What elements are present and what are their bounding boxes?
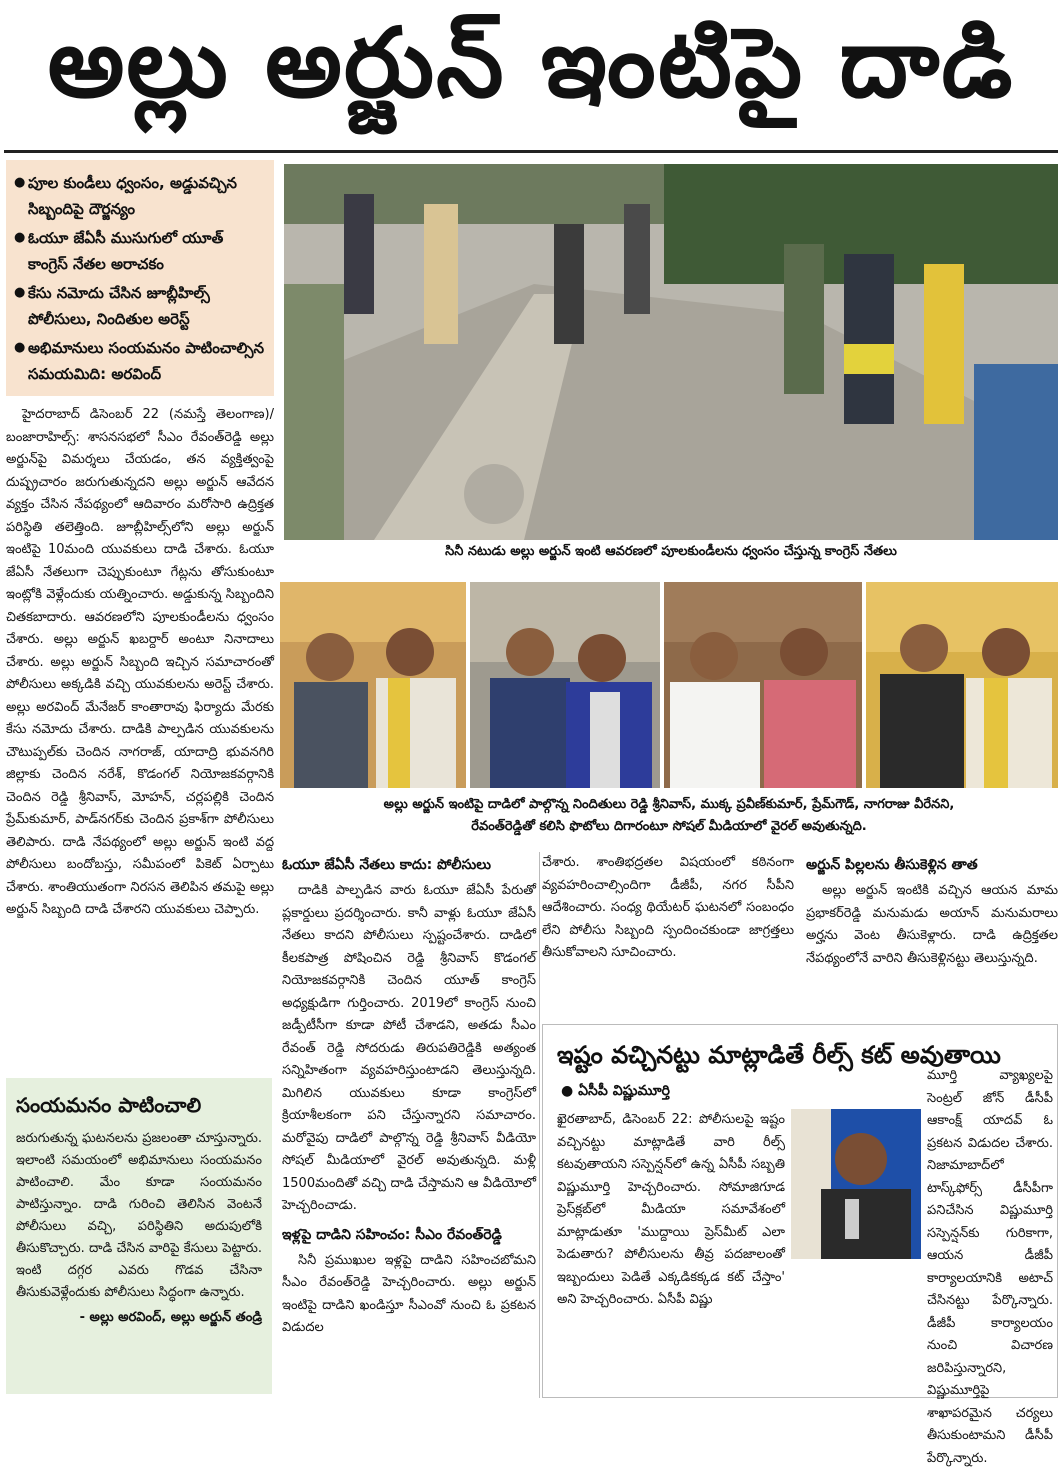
photo-caption-2: రేవంత్‌రెడ్డితో కలిసి ఫొటోలు దిగారంటూ సోషల్ మీడియాలో వైరల్ అవుతున్నది. — [471, 819, 867, 834]
highlight-item: ● పూల కుండీలు ధ్వంసం, అడ్డువచ్చిన సిబ్బందిపై దౌర్జన్యం — [14, 170, 266, 222]
children-article — [806, 852, 1058, 970]
acp-text-2: మూర్తి వ్యాఖ్యలపై సెంట్రల్ జోన్ డీసీపీ ఆకాంక్ష్ యాదవ్ ఓ ప్రకటన విడుదల చేశారు. నిజామాబాద్‌లో టాస్క్‌ఫోర్స్ డీసీపీగా పనిచేసిన విష్ణుమూర్తి సస్పెన్షన్‌కు గురికాగా, ఆయన డీజీపీ కార్యాలయానికి అటాచ్ చేసినట్టు పేర్కొన్నారు. డీజీపీ కార్యాలయం నుంచి విచారణ జరిపిస్తున్నారని, విష్ణుమూర్తిపై శాఖాపరమైన చర్యలు తీసుకుంటామని డీసీపీ పేర్కొన్నారు. — [927, 1068, 1053, 1466]
police-text: దాడికి పాల్పడిన వారు ఓయూ జేఏసీ పేరుతో ప్లకార్డులు ప్రదర్శించారు. కానీ వాళ్లు ఓయూ జేఏసీ నేతలు కాదని పోలీసులు స్పష్టంచేశారు. దాడిలో కీలకపాత్ర పోషించిన రెడ్డి శ్రీనివాస్ కొడంగల్ నియోజకవర్గానికి చెందిన యూత్ కాంగ్రెస్ అధ్యక్షుడిగా గుర్తించారు. 2019లో కాంగ్రెస్ నుంచి జడ్పీటీసీగా కూడా పోటీ చేశాడని, అతడు సీఎం రేవంత్ రెడ్డి సోదరుడు తిరుపతిరెడ్డికి అత్యంత సన్నిహితంగా వ్యవహరిస్తుంటాడని తెలుస్తున్నది. మిగిలిన యువకులు కూడా కాంగ్రెస్‌లో క్రియాశీలకంగా పని చేస్తున్నారని సమాచారం. మరోవైపు దాడిలో పాల్గొన్న రెడ్డి శ్రీనివాస్ వీడియో సోషల్ మీడియాలో వైరల్ అవుతున్నది. మళ్లీ 1500మందితో వచ్చి దాడి చేస్తామని ఆ వీడియోలో హెచ్చరించాడు. — [282, 883, 536, 1213]
highlights-box — [6, 160, 274, 396]
children-subhead: అర్జున్ పిల్లలను తీసుకెళ్లిన తాత — [806, 857, 978, 873]
lead-article-text: హైదరాబాద్ డిసెంబర్ 22 (నమస్తే తెలంగాణ)/బంజారాహిల్స్: శాసనసభలో సీఎం రేవంత్‌రెడ్డి అల్లు అర్జున్‌పై విమర్శలు చేయడం, తన వ్యక్తిత్వంపై దుష్ప్రచారం జరుగుతున్నదని అల్లు అర్జున్ ఆవేదన వ్యక్తం చేసిన నేపథ్యంలో ఆదివారం మరోసారి ఉద్రిక్తత పరిస్థితి తలెత్తింది. జూబ్లీహిల్స్‌లోని అల్లు అర్జున్ ఇంటిపై 10మంది యువకులు దాడి చేశారు. ఓయూ జేఏసీ నేతలుగా చెప్పుకుంటూ గేట్లను తోసుకుంటూ ఇంట్లోకి వెళ్లేందుకు యత్నించారు. అడ్డుకున్న సిబ్బందిని చితకబాదారు. ఆవరణలోని పూలకుండీలను ధ్వంసం చేశారు. అల్లు అర్జున్ ఖబర్దార్ అంటూ నినాదాలు చేశారు. అల్లు అర్జున్ సిబ్బంది ఇచ్చిన సమాచారంతో పోలీసులు అక్కడికి వచ్చి యువకులను అరెస్ట్ చేశారు. అల్లు అరవింద్ మేనేజర్ కాంతారావు ఫిర్యాదు మేరకు కేసు నమోదు చేశారు. దాడికి పాల్పడిన యువకులను చౌటుప్పల్‌కు చెందిన నాగరాజ్, యాదాద్రి భువనగిరి జిల్లాకు చెందిన నరేశ్, కొడంగల్ నియోజకవర్గానికి చెందిన రెడ్డి శ్రీనివాస్, మోహన్, చర్లపల్లికి చెందిన ప్రేమ్‌కుమార్, పాడ్‌నగర్‌కు చెందిన ప్రకాశ్‌గా పోలీసులు తెలిపారు. దాడి నేపథ్యంలో అల్లు అర్జున్ ఇంటి వద్ద పోలీసులు బందోబస్తు, సమీపంలో పికెట్ ఏర్పాటు చేశారు. శాంతియుతంగా నిరసన తెలిపిన తమపై అల్లు అర్జున్ సిబ్బంది దాడి చేశారని యువకులు చెప్పారు. — [6, 407, 274, 917]
box-text: జరుగుతున్న ఘటనలను ప్రజలంతా చూస్తున్నారు. ఇలాంటి సమయంలో అభిమానులు సంయమనం పాటించాలి. మేం కూడా సంయమనం పాటిస్తున్నాం. దాడి గురించి తెలిసిన వెంటనే పోలీసులు వచ్చి, పరిస్థితిని అదుపులోకి తీసుకొచ్చారు. దాడి చేసిన వారిపై కేసులు పెట్టారు. ఇంటి దగ్గర ఎవరు గొడవ చేసినా తీసుకువెళ్లేందుకు పోలీసులు సిద్ధంగా ఉన్నారు. — [16, 1131, 262, 1300]
highlight-item: ● అభిమానులు సంయమనం పాటించాల్సిన సమయమిది: అరవింద్ — [14, 335, 266, 387]
photo-1 — [280, 582, 466, 788]
bullet-icon: ● — [14, 230, 26, 245]
photo-4 — [866, 582, 1058, 788]
main-photo-caption: సినీ నటుడు అల్లు అర్జున్ ఇంటి ఆవరణలో పూలకుండీలను ధ్వంసం చేస్తున్న కాంగ్రెస్ నేతలు — [445, 544, 897, 559]
bullet-icon: ● — [14, 175, 26, 190]
highlight-item: ● ఓయూ జేఏసీ ముసుగులో యూత్ కాంగ్రెస్ నేతల అరాచకం — [14, 225, 266, 277]
column-divider — [539, 852, 540, 1398]
bullet-icon: ● — [14, 285, 26, 300]
box-title: సంయమనం పాటించాలి — [16, 1093, 202, 1117]
photo-caption-1: అల్లు అర్జున్ ఇంటిపై దాడిలో పాల్గొన్న నిందితులు రెడ్డి శ్రీనివాస్, ముక్క ప్రవీణ్‌కుమార్, ప్రేమ్‌గౌడ్, నాగరాజు వీరేనని, — [383, 797, 955, 812]
aravind-quote-box — [6, 1078, 272, 1394]
headline: అల్లు అర్జున్ ఇంటిపై దాడి — [47, 7, 1015, 119]
acp-portrait — [791, 1109, 921, 1259]
cm-continued — [542, 852, 794, 965]
bullet-icon: ● — [561, 1083, 579, 1099]
acp-title: ఇష్టం వచ్చినట్టు మాట్లాడితే రీల్స్ కట్ అవుతాయి — [557, 1041, 1001, 1069]
photo-2 — [470, 582, 660, 788]
acp-author: ● ఏసీపీ విష్ణుమూర్తి — [561, 1083, 670, 1099]
police-article — [282, 852, 536, 1340]
bullet-icon: ● — [14, 340, 26, 355]
highlight-item: ● కేసు నమోదు చేసిన జూబ్లీహిల్స్ పోలీసులు, నిందితుల అరెస్ట్ — [14, 280, 266, 332]
acp-text-1: ఖైరతాబాద్, డిసెంబర్ 22: పోలీసులపై ఇష్టం వచ్చినట్టు మాట్లాడితే వారి రీల్స్ కటవుతాయని సస్పెన్షన్‌లో ఉన్న ఏసీపీ సబ్బతి విష్ణుమూర్తి హెచ్చరించారు. సోమాజిగూడ ప్రెస్‌క్లబ్‌లో మీడియా సమావేశంలో మాట్లాడుతూ 'ముద్దాయి ప్రెస్‌మీట్ ఎలా పెడుతారు? పోలీసులను తీవ్ర పదజాలంతో ఇబ్బందులు పెడితే ఎక్కడికక్కడ కట్ చేస్తాం' అని హెచ్చరించారు. ఏసీపీ విష్ణు — [557, 1112, 785, 1307]
cm-subhead: ఇళ్లపై దాడిని సహించం: సీఎం రేవంత్‌రెడ్డి — [282, 1226, 502, 1243]
headline-rule — [4, 150, 1058, 153]
acp-box — [542, 1024, 1058, 1466]
cm-continued-text: చేశారు. శాంతిభద్రతల విషయంలో కఠినంగా వ్యవహరించాల్సిందిగా డీజీపీ, నగర సీపీని ఆదేశించారు. సంధ్య థియేటర్ ఘటనలో సంబంధం లేని పోలీసు సిబ్బంది స్పందించకుండా జాగ్రత్తలు తీసుకోవాలని సూచించారు. — [542, 855, 794, 960]
children-text: అల్లు అర్జున్ ఇంటికి వచ్చిన ఆయన మామ ప్రభాకర్‌రెడ్డి మనుమడు అయాన్ మనుమరాలు అర్హను వెంట తీసుకెళ్లారు. దాడి ఉద్రిక్తతల నేపథ్యంలోనే వారిని తీసుకెళ్లినట్టు తెలుస్తున్నది. — [806, 883, 1058, 966]
main-photo — [284, 164, 1058, 540]
lead-article — [6, 404, 274, 922]
cm-text: సినీ ప్రముఖుల ఇళ్లపై దాడిని సహించబోమని సీఎం రేవంత్‌రెడ్డి హెచ్చరించారు. అల్లు అర్జున్ ఇంటిపై దాడిని ఖండిస్తూ సీఎంవో నుంచి ఓ ప్రకటన విడుదల — [282, 1252, 536, 1335]
police-subhead: ఓయూ జేఏసీ నేతలు కాదు: పోలీసులు — [282, 857, 492, 873]
photo-3 — [664, 582, 862, 788]
box-signature: - అల్లు అరవింద్, అల్లు అర్జున్ తండ్రి — [79, 1310, 262, 1325]
